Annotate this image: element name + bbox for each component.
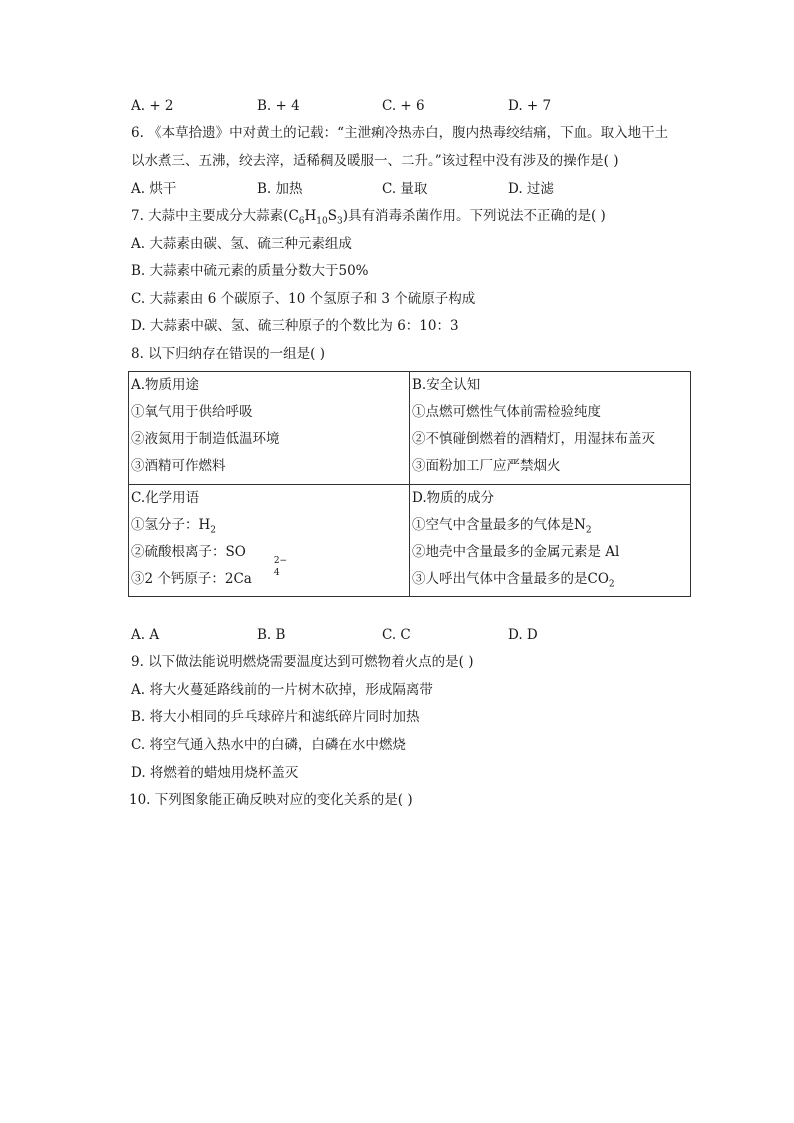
q6-option-b: B. 加热: [257, 181, 303, 197]
q7-option-d: D. 大蒜素中碳、氢、硫三种原子的个数比为 6：10：3: [131, 318, 459, 334]
q8-cell-b-item2: ②不慎碰倒燃着的酒精灯，用湿抹布盖灭: [412, 431, 655, 447]
q8-cell-b-item1: ①点燃可燃性气体前需检验纯度: [412, 404, 601, 420]
q6-option-a: A. 烘干: [131, 181, 177, 197]
q10-stem: 10. 下列图象能正确反映对应的变化关系的是( ): [129, 792, 413, 808]
q8-cell-c-item3: ③2 个钙原子：2Ca: [131, 570, 252, 587]
q9-option-a: A. 将大火蔓延路线前的一片树木砍掉，形成隔离带: [131, 682, 433, 698]
q7-option-a: A. 大蒜素由碳、氢、硫三种元素组成: [131, 236, 352, 252]
q7-option-b: B. 大蒜素中硫元素的质量分数大于50%: [131, 263, 369, 279]
q8-cell-d-item3: ③人呼出气体中含量最多的是$CO_2$: [412, 570, 615, 590]
q8-cell-a-item3: ③酒精可作燃料: [131, 458, 226, 474]
q8-cell-c: [129, 484, 410, 597]
q6-option-c: C. 量取: [382, 181, 428, 197]
q5-option-b: B. + 4: [257, 98, 300, 114]
q8-cell-a-title: A.物质用途: [131, 377, 200, 393]
q8-option-c: C. C: [382, 627, 411, 643]
q8-option-b: B. B: [257, 627, 286, 643]
q9-option-c: C. 将空气通入热水中的白磷，白磷在水中燃烧: [131, 737, 406, 753]
q8-cell-b-item3: ③面粉加工厂应严禁烟火: [412, 458, 561, 474]
q8-option-a: A. A: [131, 627, 160, 643]
q9-option-b: B. 将大小相同的乒乓球碎片和滤纸碎片同时加热: [131, 709, 420, 725]
q8-cell-d: [410, 484, 691, 597]
q8-stem: 8. 以下归纳存在错误的一组是( ): [131, 346, 325, 362]
q7-option-c: C. 大蒜素由 6 个碳原子、10 个氢原子和 3 个硫原子构成: [131, 291, 476, 307]
q8-cell-d-item1: ①空气中含量最多的气体是$N_2$: [412, 516, 592, 536]
q8-cell-d-item2: ②地壳中含量最多的金属元素是 Al: [412, 543, 620, 560]
q5-option-d: D. + 7: [508, 98, 552, 114]
q5-option-a: A. + 2: [131, 98, 174, 114]
q8-cell-a-item2: ②液氮用于制造低温环境: [131, 431, 280, 447]
q8-cell-c-item2: ②硫酸根离子：SO 2− 4: [131, 543, 288, 578]
q6-stem-line2: 以水煮三、五沸，绞去滓，适稀稠及暖服一、二升。”该过程中没有涉及的操作是( ): [131, 153, 619, 169]
q8-cell-a: [129, 372, 410, 485]
q8-cell-c-title: C.化学用语: [131, 489, 200, 506]
q8-cell-b: [410, 372, 691, 485]
q8-summary-table: [128, 371, 691, 597]
q8-cell-c-item1: ①氢分子：$H_2$: [131, 516, 217, 536]
q8-option-d: D. D: [508, 627, 538, 643]
q6-option-d: D. 过滤: [508, 181, 554, 197]
q8-cell-a-item1: ①氧气用于供给呼吸: [131, 404, 253, 420]
q6-stem-line1: 6. 《本草拾遗》中对黄土的记载：“主泄痢冷热赤白，腹内热毒绞结痛，下血。取入地干土: [131, 125, 669, 141]
q9-stem: 9. 以下做法能说明燃烧需要温度达到可燃物着火点的是( ): [131, 654, 474, 670]
q8-cell-d-title: D.物质的成分: [412, 489, 495, 506]
q8-cell-b-title: B.安全认知: [412, 377, 481, 393]
q9-option-d: D. 将燃着的蜡烛用烧杯盖灭: [131, 765, 299, 781]
q5-option-c: C. + 6: [382, 98, 425, 114]
q7-stem: 7. 大蒜中主要成分大蒜素$(C_6H_{10}S_3)$具有消毒杀菌作用。下列说法不正确的是( ): [131, 208, 606, 227]
